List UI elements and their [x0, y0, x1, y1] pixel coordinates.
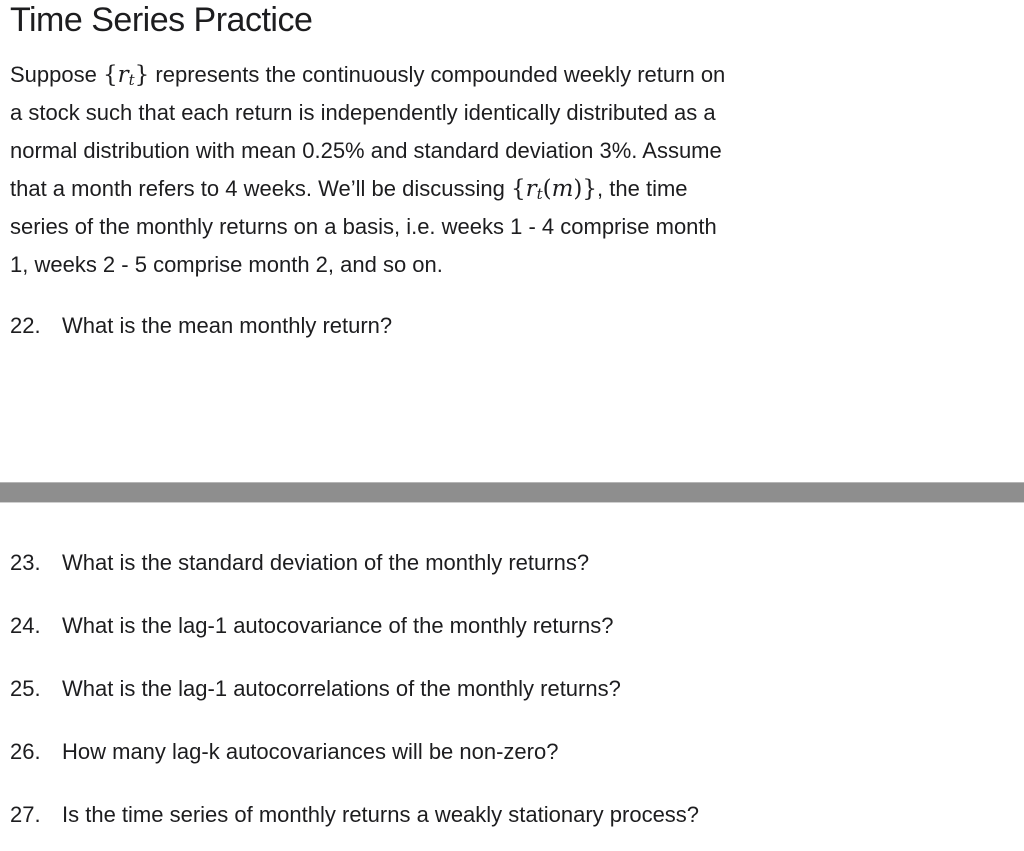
math-rtm-set: $\{r_t(m)\}$: [510, 176, 598, 203]
math-rt-set: $\{r_t\}$: [102, 62, 150, 89]
question-text: How many lag-k autocovariances will be non-zero?: [62, 739, 559, 764]
question-25: [10, 674, 621, 704]
question-22: [10, 311, 392, 341]
question-number: 26.: [10, 739, 41, 764]
question-number: 27.: [10, 802, 41, 827]
question-27: [10, 800, 699, 830]
question-24: [10, 611, 614, 641]
question-number: 23.: [10, 550, 41, 575]
page-title: Time Series Practice: [10, 1, 313, 39]
question-text: Is the time series of monthly returns a weakly stationary process?: [62, 802, 700, 827]
question-text: What is the lag-1 autocorrelations of the monthly returns?: [62, 676, 621, 701]
question-number: 25.: [10, 676, 41, 701]
statement-line-6: 1, weeks 2 - 5 comprise month 2, and so on.: [10, 252, 443, 277]
question-number: 22.: [10, 313, 41, 338]
question-number: 24.: [10, 613, 41, 638]
statement-line-1: Suppose $\{r_t\}$ represents the continuously compounded weekly return on: [10, 62, 726, 89]
question-text: What is the lag-1 autocovariance of the monthly returns?: [62, 613, 614, 638]
statement-line-5: series of the monthly returns on a basis, i.e. weeks 1 - 4 comprise month: [10, 214, 717, 239]
question-26: [10, 737, 558, 767]
question-23: [10, 548, 589, 578]
question-text: What is the mean monthly return?: [62, 313, 393, 338]
statement-line-3: normal distribution with mean 0.25% and standard deviation 3%. Assume: [10, 138, 722, 163]
problem-statement: [10, 56, 870, 284]
section-divider: [0, 483, 1024, 502]
statement-line-2: a stock such that each return is independently identically distributed as a: [10, 100, 716, 125]
statement-line-4: that a month refers to 4 weeks. We’ll be discussing $\{r_t(m)\}$, the time: [10, 176, 688, 203]
section-divider-edge: [0, 502, 1024, 503]
question-text: What is the standard deviation of the monthly returns?: [62, 550, 590, 575]
